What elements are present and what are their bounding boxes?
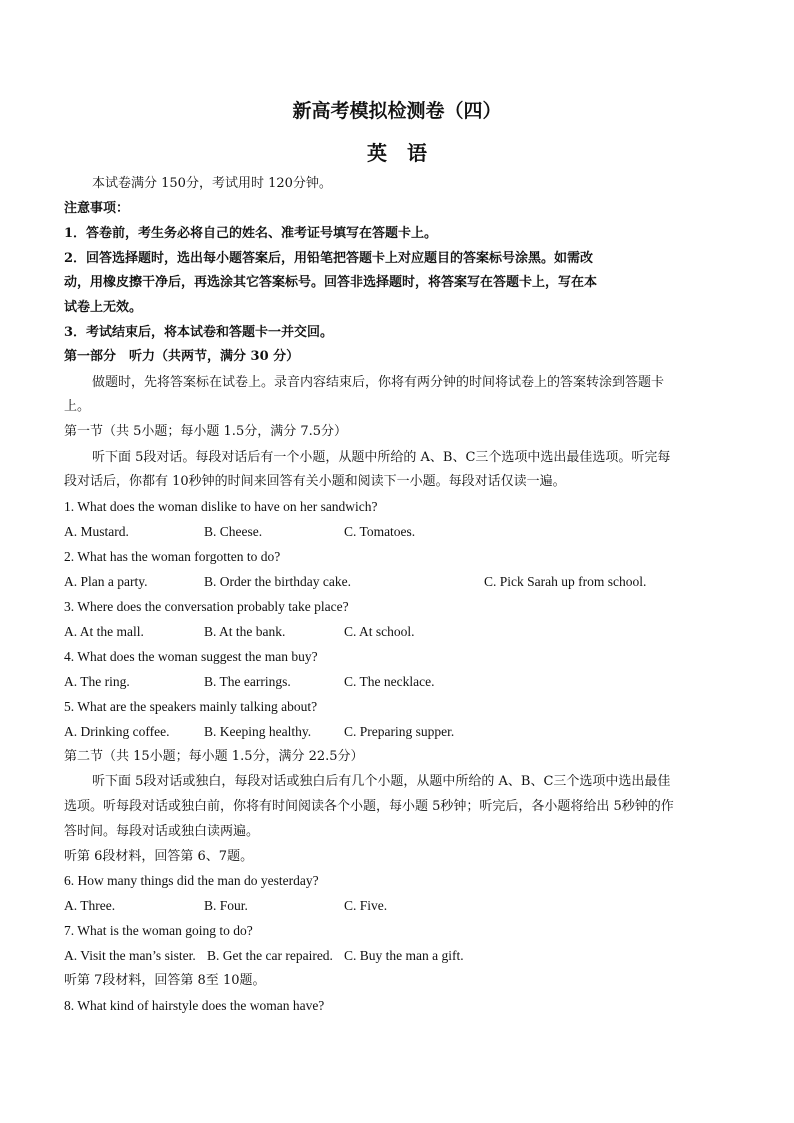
section2-instruction-line-1: 听下面 5段对话或独白，每段对话或独白后有几个小题，从题中所给的 A、B、C三个选项中选出最佳	[92, 774, 671, 789]
question-1-option-b: B. Cheese.	[204, 524, 263, 539]
note-item-3: 3．考试结束后，将本试卷和答题卡一并交回。	[64, 325, 334, 340]
part1-instruction-line-1: 做题时，先将答案标在试卷上。录音内容结束后，你将有两分钟的时间将试卷上的答案转涂到答题卡	[92, 375, 665, 390]
section2-heading: 第二节（共 15小题；每小题 1.5分，满分 22.5分）	[64, 749, 364, 764]
question-8-stem: 8. What kind of hairstyle does the woman have?	[64, 998, 325, 1013]
note-item-2-line-2: 动，用橡皮擦干净后，再选涂其它答案标号。回答非选择题时，将答案写在答题卡上，写在本	[64, 275, 598, 290]
question-6-option-c: C. Five.	[344, 898, 388, 913]
part1-instruction-line-2: 上。	[64, 399, 91, 414]
note-item-1: 1．答卷前，考生务必将自己的姓名、准考证号填写在答题卡上。	[64, 226, 438, 241]
question-2-option-a: A. Plan a party.	[64, 574, 148, 589]
question-2-option-c: C. Pick Sarah up from school.	[484, 574, 647, 589]
section1-instruction-line-2: 段对话后，你都有 10秒钟的时间来回答有关小题和阅读下一小题。每段对话仅读一遍。	[64, 474, 566, 489]
question-5-option-b: B. Keeping healthy.	[204, 724, 312, 739]
section1-instruction-line-1: 听下面 5段对话。每段对话后有一个小题，从题中所给的 A、B、C三个选项中选出最佳选项。听完每	[92, 450, 671, 465]
question-6-option-b: B. Four.	[204, 898, 248, 913]
note-item-2-line-3: 试卷上无效。	[64, 300, 143, 315]
passage-6-instruction: 听第 6段材料，回答第 6、7题。	[64, 849, 254, 864]
part1-heading: 第一部分 听力（共两节，满分 30 分）	[64, 349, 300, 364]
question-1-option-a: A. Mustard.	[64, 524, 129, 539]
passage-7-instruction: 听第 7段材料，回答第 8至 10题。	[64, 973, 266, 988]
intro-text: 本试卷满分 150分，考试用时 120分钟。	[92, 176, 332, 191]
question-4-stem: 4. What does the woman suggest the man buy?	[64, 649, 318, 664]
exam-title: 新高考模拟检测卷（四）	[292, 100, 502, 122]
question-3-option-b: B. At the bank.	[204, 624, 286, 639]
question-3-option-c: C. At school.	[344, 624, 415, 639]
question-7-option-c: C. Buy the man a gift.	[344, 948, 464, 963]
question-4-option-a: A. The ring.	[64, 674, 130, 689]
question-2-stem: 2. What has the woman forgotten to do?	[64, 549, 281, 564]
question-3-stem: 3. Where does the conversation probably take place?	[64, 599, 349, 614]
note-item-2-line-1: 2．回答选择题时，选出每小题答案后，用铅笔把答题卡上对应题目的答案标号涂黑。如需改	[64, 251, 594, 266]
question-5-option-a: A. Drinking coffee.	[64, 724, 170, 739]
question-5-option-c: C. Preparing supper.	[344, 724, 455, 739]
subject-title: 英 语	[367, 141, 427, 165]
question-5-stem: 5. What are the speakers mainly talking about?	[64, 699, 318, 714]
question-1-option-c: C. Tomatoes.	[344, 524, 416, 539]
question-6-stem: 6. How many things did the man do yesterday?	[64, 873, 319, 888]
question-4-option-c: C. The necklace.	[344, 674, 435, 689]
question-3-option-a: A. At the mall.	[64, 624, 144, 639]
question-4-option-b: B. The earrings.	[204, 674, 291, 689]
question-2-option-b: B. Order the birthday cake.	[204, 574, 351, 589]
notes-heading: 注意事项：	[64, 201, 130, 216]
question-7-option-b: B. Get the car repaired.	[207, 948, 333, 963]
section2-instruction-line-3: 答时间。每段对话或独白读两遍。	[64, 824, 260, 839]
question-6-option-a: A. Three.	[64, 898, 116, 913]
question-7-option-a: A. Visit the man’s sister.	[64, 948, 196, 963]
section1-heading: 第一节（共 5小题；每小题 1.5分，满分 7.5分）	[64, 424, 348, 439]
question-7-stem: 7. What is the woman going to do?	[64, 923, 253, 938]
question-1-stem: 1. What does the woman dislike to have on her sandwich?	[64, 499, 378, 514]
section2-instruction-line-2: 选项。听每段对话或独白前，你将有时间阅读各个小题，每小题 5秒钟；听完后，各小题将给出 5秒钟的作	[64, 799, 674, 814]
